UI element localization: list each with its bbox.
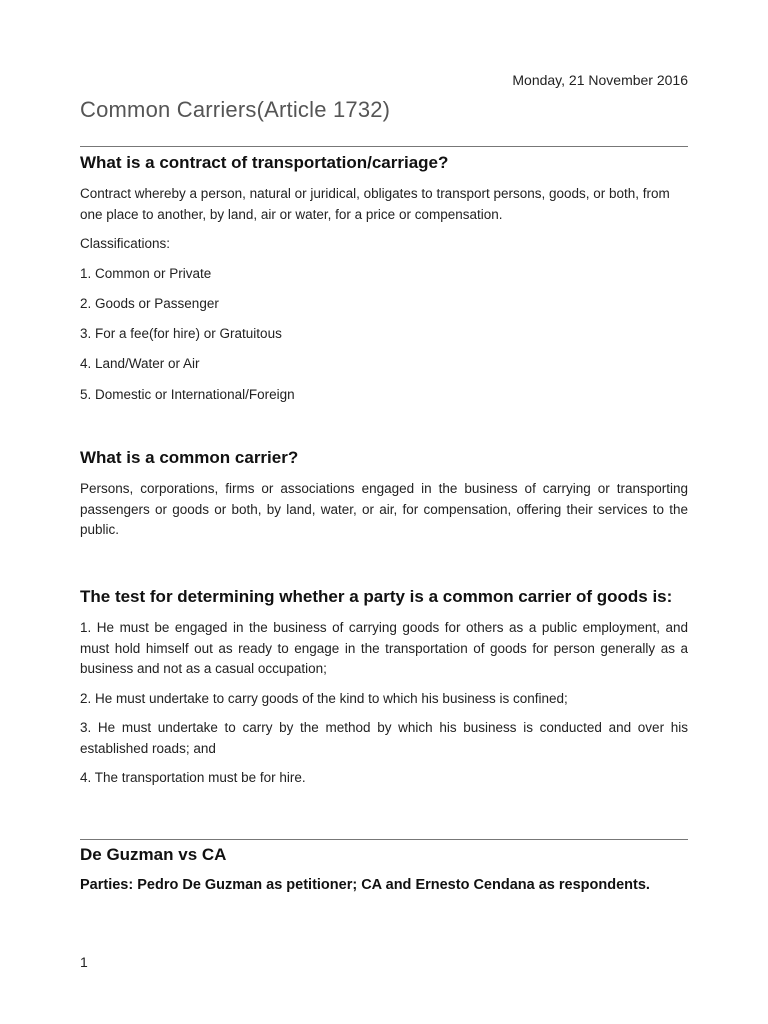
section-heading: What is a common carrier?	[80, 448, 299, 467]
list-item: 4. The transportation must be for hire.	[80, 770, 306, 785]
section-heading: What is a contract of transportation/carriage?	[80, 153, 449, 172]
list-item: 3. He must undertake to carry by the method by which his business is conducted and over his established roads; and	[80, 720, 688, 756]
section-heading: The test for determining whether a party is a common carrier of goods is:	[80, 587, 673, 606]
list-item: 1. He must be engaged in the business of carrying goods for others as a public employment, and must hold himself out as ready to engage in the transportation of goods for person generally as a business and not as a casual occupation;	[80, 620, 688, 676]
list-item: 2. He must undertake to carry goods of the kind to which his business is confined;	[80, 690, 568, 706]
section-paragraph: Persons, corporations, firms or associations engaged in the business of carrying or transporting passengers or goods or both, by land, water, or air, for compensation, offering their services to the public.	[80, 481, 688, 537]
list-item: 5. Domestic or International/Foreign	[80, 386, 295, 402]
section-common-carrier-test	[80, 585, 688, 789]
title-divider	[80, 146, 688, 147]
case-parties: Parties: Pedro De Guzman as petitioner; CA and Ernesto Cendana as respondents.	[80, 877, 650, 893]
list-item: 2. Goods or Passenger	[80, 295, 219, 311]
section-divider	[80, 839, 688, 840]
section-paragraph: Contract whereby a person, natural or juridical, obligates to transport persons, goods, or both, from one place to another, by land, air or water, for a price or compensation.	[80, 186, 670, 222]
document-date: Monday, 21 November 2016	[512, 72, 688, 88]
classifications-label: Classifications:	[80, 236, 171, 251]
page-number: 1	[80, 954, 88, 970]
section-heading: De Guzman vs CA	[80, 845, 227, 864]
section-contract-of-transportation	[80, 151, 688, 405]
document-title: Common Carriers(Article 1732)	[80, 97, 391, 122]
list-item: 3. For a fee(for hire) or Gratuitous	[80, 326, 282, 342]
list-item: 1. Common or Private	[80, 265, 212, 281]
section-de-guzman-vs-ca	[80, 843, 688, 896]
list-item: 4. Land/Water or Air	[80, 356, 200, 372]
section-common-carrier	[80, 446, 688, 541]
